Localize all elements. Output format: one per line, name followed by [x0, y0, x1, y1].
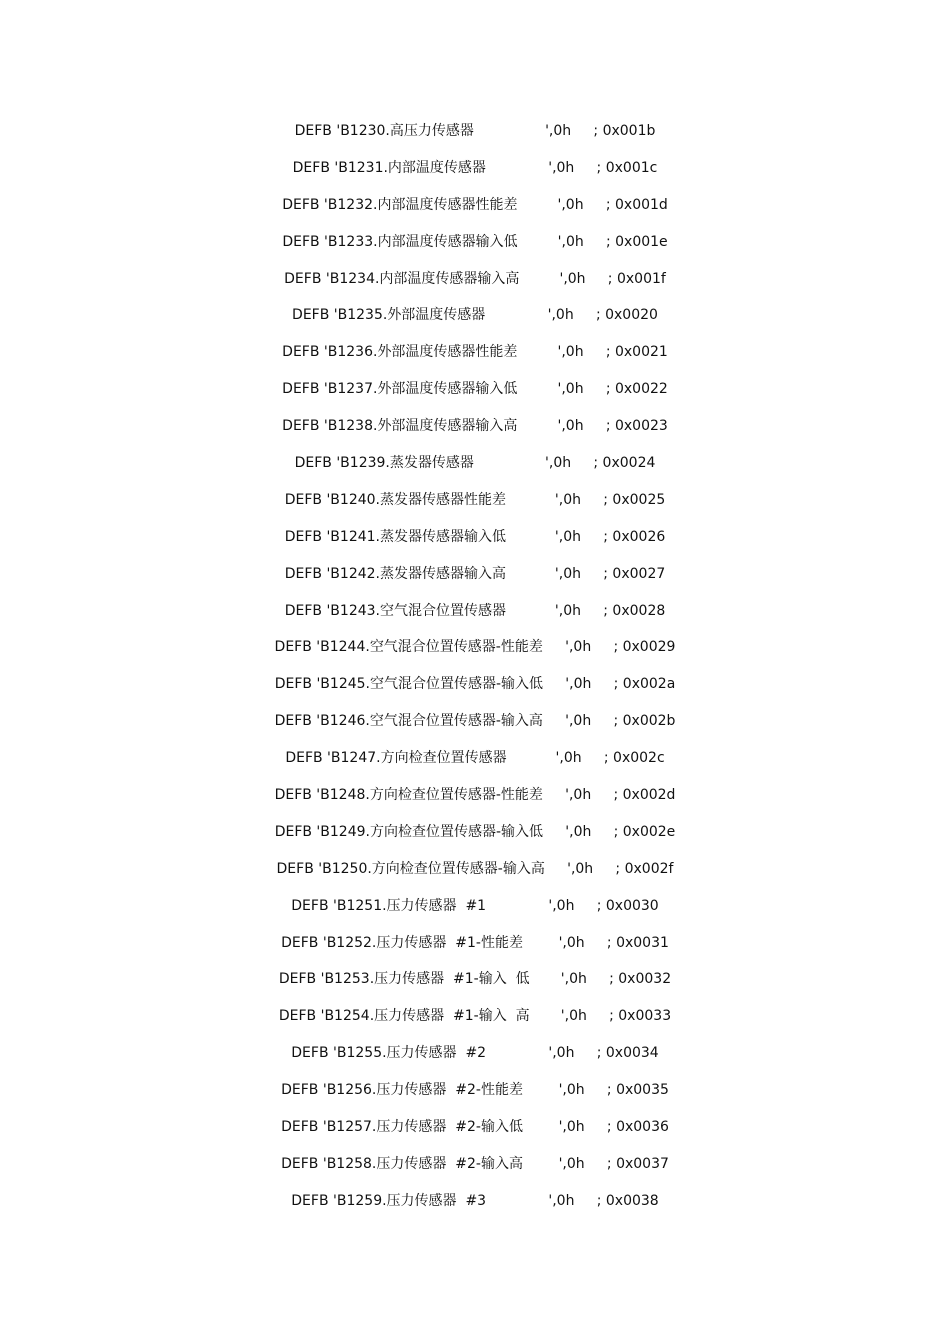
code-line-text: DEFB 'B1253.压力传感器 #1-输入 低 ',0h ; 0x0032 [278, 971, 672, 988]
code-line-text: DEFB 'B1234.内部温度传感器输入高 ',0h ; 0x001f [284, 270, 666, 287]
code-line [0, 149, 950, 186]
code-line [0, 592, 950, 629]
code-line [0, 223, 950, 260]
code-line-text: DEFB 'B1246.空气混合位置传感器-输入高 ',0h ; 0x002b [274, 713, 676, 730]
code-line-text: DEFB 'B1236.外部温度传感器性能差 ',0h ; 0x0021 [282, 344, 668, 361]
code-line-text: DEFB 'B1240.蒸发器传感器性能差 ',0h ; 0x0025 [284, 491, 666, 508]
code-line [0, 739, 950, 776]
code-line [0, 555, 950, 592]
code-line [0, 997, 950, 1034]
code-line [0, 518, 950, 555]
code-line [0, 960, 950, 997]
code-line [0, 481, 950, 518]
code-line-text: DEFB 'B1231.内部温度传感器 ',0h ; 0x001c [292, 159, 658, 176]
code-line [0, 444, 950, 481]
code-line-text: DEFB 'B1251.压力传感器 #1 ',0h ; 0x0030 [291, 897, 659, 914]
code-line-text: DEFB 'B1259.压力传感器 #3 ',0h ; 0x0038 [291, 1192, 659, 1209]
code-line [0, 186, 950, 223]
code-line [0, 1071, 950, 1108]
code-line-text: DEFB 'B1248.方向检查位置传感器-性能差 ',0h ; 0x002d [274, 787, 676, 804]
code-line [0, 112, 950, 149]
code-line-text: DEFB 'B1239.蒸发器传感器 ',0h ; 0x0024 [294, 455, 656, 472]
code-line-text: DEFB 'B1254.压力传感器 #1-输入 高 ',0h ; 0x0033 [278, 1008, 672, 1025]
code-line [0, 924, 950, 961]
code-line [0, 628, 950, 665]
code-line-text: DEFB 'B1245.空气混合位置传感器-输入低 ',0h ; 0x002a [274, 676, 676, 693]
code-line-text: DEFB 'B1241.蒸发器传感器输入低 ',0h ; 0x0026 [284, 528, 666, 545]
code-line [0, 1034, 950, 1071]
code-line-text: DEFB 'B1256.压力传感器 #2-性能差 ',0h ; 0x0035 [281, 1082, 669, 1099]
code-line [0, 665, 950, 702]
code-line-text: DEFB 'B1237.外部温度传感器输入低 ',0h ; 0x0022 [282, 381, 668, 398]
code-line [0, 702, 950, 739]
code-line [0, 407, 950, 444]
code-line-text: DEFB 'B1255.压力传感器 #2 ',0h ; 0x0034 [291, 1045, 659, 1062]
code-line-text: DEFB 'B1252.压力传感器 #1-性能差 ',0h ; 0x0031 [281, 934, 669, 951]
code-line [0, 1145, 950, 1182]
code-line-text: DEFB 'B1232.内部温度传感器性能差 ',0h ; 0x001d [282, 196, 668, 213]
code-line-text: DEFB 'B1242.蒸发器传感器输入高 ',0h ; 0x0027 [284, 565, 666, 582]
code-line [0, 887, 950, 924]
code-line [0, 296, 950, 333]
code-line-text: DEFB 'B1238.外部温度传感器输入高 ',0h ; 0x0023 [282, 418, 668, 435]
code-line-text: DEFB 'B1250.方向检查位置传感器-输入高 ',0h ; 0x002f [276, 860, 674, 877]
code-line-text: DEFB 'B1257.压力传感器 #2-输入低 ',0h ; 0x0036 [281, 1119, 669, 1136]
code-line-text: DEFB 'B1235.外部温度传感器 ',0h ; 0x0020 [292, 307, 658, 324]
code-line-text: DEFB 'B1243.空气混合位置传感器 ',0h ; 0x0028 [284, 602, 666, 619]
code-line-text: DEFB 'B1249.方向检查位置传感器-输入低 ',0h ; 0x002e [274, 823, 676, 840]
code-line [0, 850, 950, 887]
code-line-text: DEFB 'B1233.内部温度传感器输入低 ',0h ; 0x001e [282, 233, 668, 250]
code-line [0, 370, 950, 407]
code-listing [0, 112, 950, 1219]
code-line [0, 1182, 950, 1219]
code-line-text: DEFB 'B1230.高压力传感器 ',0h ; 0x001b [294, 123, 656, 139]
code-line [0, 776, 950, 813]
code-line [0, 333, 950, 370]
code-line-text: DEFB 'B1247.方向检查位置传感器 ',0h ; 0x002c [285, 750, 665, 767]
code-line [0, 260, 950, 297]
code-line [0, 1108, 950, 1145]
code-line-text: DEFB 'B1244.空气混合位置传感器-性能差 ',0h ; 0x0029 [274, 639, 676, 656]
code-line [0, 813, 950, 850]
code-line-text: DEFB 'B1258.压力传感器 #2-输入高 ',0h ; 0x0037 [281, 1155, 669, 1172]
